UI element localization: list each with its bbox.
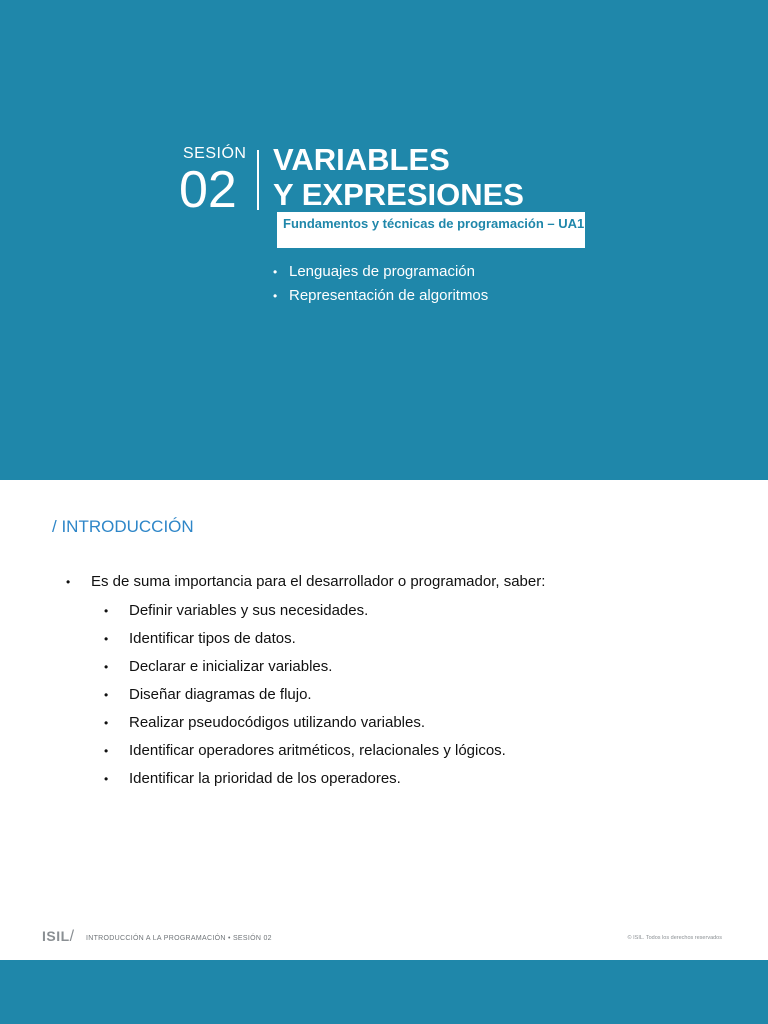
bottom-bar: [0, 960, 768, 1024]
skills-list: [66, 597, 545, 793]
skill-text: Identificar operadores aritméticos, relacionales y lógicos.: [129, 742, 506, 759]
skill-text: Definir variables y sus necesidades.: [129, 602, 369, 619]
section-heading: / INTRODUCCIÓN: [52, 517, 194, 536]
list-item: [104, 653, 545, 681]
list-item: [104, 737, 545, 765]
skill-text: Declarar e inicializar variables.: [129, 658, 333, 675]
bullet-icon: •: [104, 660, 109, 674]
subtitle-box: [277, 212, 585, 248]
lead-text: Es de suma importancia para el desarrollador o programador, saber:: [91, 573, 546, 590]
footer-session: SESIÓN 02: [232, 935, 272, 942]
title-divider: [257, 150, 259, 210]
bullet-icon: •: [273, 289, 278, 303]
list-item: [104, 681, 545, 709]
skill-text: Realizar pseudocódigos utilizando variables.: [129, 714, 426, 731]
topic-list: [273, 260, 488, 308]
list-item: [66, 570, 545, 793]
footer: [0, 926, 768, 954]
title-line-1: VARIABLES: [273, 142, 450, 177]
course-subtitle: Fundamentos y técnicas de programación – UA1: [283, 216, 585, 231]
bullet-icon: •: [104, 604, 109, 618]
bullet-icon: •: [104, 632, 109, 646]
slide-title: [273, 142, 524, 212]
topic-label: Representación de algoritmos: [289, 287, 489, 304]
skill-text: Diseñar diagramas de flujo.: [129, 686, 312, 703]
topic-label: Lenguajes de programación: [289, 263, 475, 280]
footer-copyright: © ISIL. Todos los derechos reservados: [627, 935, 722, 941]
list-item: [104, 625, 545, 653]
list-item: [104, 709, 545, 737]
footer-course-info: [86, 935, 272, 942]
topic-item: [273, 260, 488, 284]
hero-banner: [0, 0, 768, 480]
bullet-icon: •: [273, 265, 278, 279]
isil-logo: [42, 928, 75, 946]
session-number: 02: [179, 161, 237, 219]
skill-text: Identificar la prioridad de los operadores.: [129, 770, 401, 787]
skill-text: Identificar tipos de datos.: [129, 630, 296, 647]
bullet-icon: •: [104, 716, 109, 730]
title-line-2: Y EXPRESIONES: [273, 177, 524, 212]
list-item: [104, 765, 545, 793]
footer-separator: •: [227, 935, 231, 942]
footer-course: INTRODUCCIÓN A LA PROGRAMACIÓN: [86, 935, 226, 942]
session-label: SESIÓN: [183, 145, 247, 162]
intro-list: [66, 570, 545, 793]
bullet-icon: •: [104, 744, 109, 758]
logo-slash-icon: /: [69, 928, 75, 945]
logo-text: ISIL: [42, 928, 70, 944]
bullet-icon: •: [104, 688, 109, 702]
bullet-icon: •: [104, 772, 109, 786]
list-item: [104, 597, 545, 625]
bullet-icon: •: [66, 575, 71, 589]
topic-item: [273, 284, 488, 308]
